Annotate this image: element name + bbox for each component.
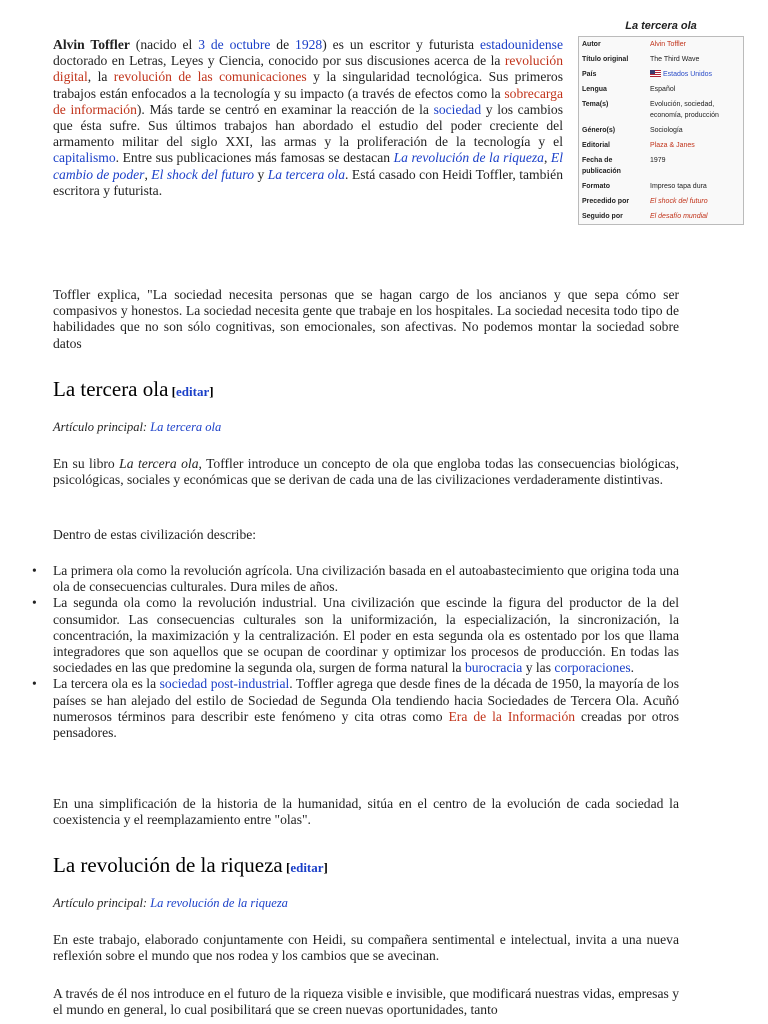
- waves-list: [53, 563, 679, 741]
- infobox-key: Formato: [582, 183, 610, 190]
- infobox-link-followed-by[interactable]: El desafío mundial: [650, 213, 708, 220]
- infobox-value: Evolución, sociedad, economía, producción: [650, 101, 719, 119]
- infobox-row: [579, 97, 744, 123]
- paragraph: En este trabajo, elaborado conjuntamente con Heidi, su compañera sentimental e intelectual, invita a una nueva reflexión sobre el mundo que nos rodea y los cambios que se avecinan.: [53, 932, 679, 964]
- infobox-row: [579, 67, 744, 82]
- infobox-row: [579, 153, 744, 179]
- link-burocracia[interactable]: burocracia: [464, 660, 523, 676]
- infobox-row: [579, 37, 744, 53]
- link-capitalismo[interactable]: capitalismo: [53, 150, 116, 166]
- link-sobrecarga-informacion[interactable]: sobrecarga de información: [53, 85, 563, 117]
- list-item: • La primera ola como la revolución agrícola. Una civilización basada en el autoabastecimiento que origina toda una ola de consecuencias culturales. Dura miles de años.: [53, 563, 679, 595]
- paragraph: Dentro de estas civilización describe:: [53, 527, 257, 542]
- infobox-link-country[interactable]: Estados Unidos: [663, 71, 713, 78]
- link-book-tercera-ola[interactable]: La tercera ola: [267, 166, 346, 182]
- infobox-row: [579, 179, 744, 194]
- main-article-note: Artículo principal: La revolución de la riqueza: [53, 896, 288, 910]
- link-book-revolucion-riqueza[interactable]: La revolución de la riqueza: [393, 150, 544, 166]
- infobox-link-author[interactable]: Alvin Toffler: [650, 41, 686, 48]
- infobox-caption: La tercera ola: [625, 20, 697, 32]
- link-revolucion-comunicaciones[interactable]: revolución de las comunicaciones: [113, 69, 307, 85]
- infobox-key: Fecha de publicación: [582, 157, 621, 175]
- infobox-row: [579, 194, 744, 209]
- link-birth-date[interactable]: 3 de octubre: [198, 37, 271, 52]
- main-article-link[interactable]: La revolución de la riqueza: [150, 896, 288, 910]
- infobox-key: Tema(s): [582, 101, 609, 108]
- infobox-row: [579, 52, 744, 67]
- infobox-key: Precedido por: [582, 198, 630, 205]
- infobox-row: [579, 209, 744, 225]
- link-book-cambio-poder[interactable]: El cambio de poder: [53, 150, 564, 182]
- infobox-value: Impreso tapa dura: [650, 183, 707, 190]
- book-infobox: [578, 16, 744, 225]
- link-sociedad-post-industrial[interactable]: sociedad post-industrial: [159, 676, 290, 692]
- link-birth-year[interactable]: 1928: [295, 37, 323, 52]
- infobox-key: Autor: [582, 41, 601, 48]
- infobox-key: Título original: [582, 56, 629, 63]
- infobox-key: Seguido por: [582, 213, 623, 220]
- edit-section-link[interactable]: editar: [176, 384, 210, 399]
- infobox-table: [578, 36, 744, 225]
- link-nationality[interactable]: estadounidense: [479, 37, 563, 52]
- link-revolucion-digital[interactable]: revolución digital: [53, 53, 563, 85]
- us-flag-icon: [650, 70, 661, 77]
- infobox-row: [579, 82, 744, 97]
- infobox-key: Género(s): [582, 127, 616, 134]
- main-article-link[interactable]: La tercera ola: [150, 420, 222, 434]
- paragraph: A través de él nos introduce en el futuro de la riqueza visible e invisible, que modificará nuestras vidas, empresas y el mundo en general, lo cual posibilitará que se creen nuevas oportunidades, tanto: [53, 986, 679, 1018]
- subject-name: Alvin Toffler: [53, 37, 130, 52]
- list-item: • La segunda ola como la revolución industrial. Una civilización que escinde la figura del productor de la del consumidor. Las consecuencias culturales son la uniformización, la especialización, la sincronización, la concentración, la maximización y la centralización. El poder en esta segunda ola es ostentado por los que llama integradores que son aquellos que se ocupan de coordinar y optimizar los procesos de producción. En todas las sociedades en las que predomine la segunda ola, surgen de forma natural la burocracia y las corporaciones.: [53, 595, 679, 676]
- infobox-value: The Third Wave: [650, 56, 700, 63]
- infobox-key: Lengua: [582, 86, 607, 93]
- infobox-value: 1979: [650, 157, 666, 164]
- infobox-row: [579, 138, 744, 153]
- paragraph: En su libro La tercera ola, Toffler introduce un concepto de ola que engloba todas las consecuencias biológicas, psicológicas, sociales y económicas que se derivan de cada una de las civilizaciones verdaderamente distintivas.: [53, 456, 679, 488]
- infobox-link-publisher[interactable]: Plaza & Janes: [650, 142, 695, 149]
- paragraph: En una simplificación de la historia de la humanidad, sitúa en el centro de la evolución de cada sociedad la coexistencia y el reemplazamiento entre "olas".: [53, 796, 679, 828]
- section-heading-revolucion-riqueza: La revolución de la riqueza [editar]: [53, 853, 328, 877]
- section-heading-tercera-ola: La tercera ola [editar]: [53, 377, 214, 401]
- infobox-key: Editorial: [582, 142, 611, 149]
- edit-section-link[interactable]: editar: [290, 860, 324, 875]
- quote-paragraph: Toffler explica, "La sociedad necesita personas que se hagan cargo de los ancianos y que sepa cómo ser compasivos y honestos. La sociedad necesita gente que trabaje en los hospitales. La sociedad necesita todo tipo de habilidades que no son sólo cognitivas, son emocionales, son afectivas. No podemos montar la sociedad sobre datos: [53, 287, 679, 351]
- link-era-informacion[interactable]: Era de la Información: [448, 708, 576, 724]
- infobox-row: [579, 123, 744, 138]
- link-book-shock-futuro[interactable]: El shock del futuro: [151, 166, 254, 182]
- infobox-value: Español: [650, 86, 676, 93]
- intro-paragraph: Alvin Toffler (nacido el 3 de octubre de 1928) es un escritor y futurista estadounidense doctorado en Letras, Leyes y Ciencia, conocido por sus discusiones acerca de la revolución digital, la revolución de las comunicaciones y la singularidad tecnológica. Sus primeros trabajos están enfocados a la tecnología y su impacto (a través de efectos como la sobrecarga de información). Más tarde se centró en examinar la reacción de la sociedad y los cambios que ésta sufre. Sus últimos trabajos han abordado el estudio del poder creciente del armamento militar del siglo XXI, las armas y la proliferación de la tecnología y el capitalismo. Entre sus publicaciones más famosas se destacan La revolución de la riqueza, El cambio de poder, El shock del futuro y La tercera ola. Está casado con Heidi Toffler, también escritora y futurista.: [53, 37, 564, 198]
- infobox-link-preceded-by[interactable]: El shock del futuro: [650, 198, 708, 205]
- main-article-note: Artículo principal: La tercera ola: [53, 420, 222, 434]
- list-item: • La tercera ola es la sociedad post-industrial. Toffler agrega que desde fines de la década de 1950, la mayoría de los países se han alejado del estilo de Sociedad de Segunda Ola tendiendo hacia Sociedades de Tercera Ola. Acuñó numerosos términos para describir este fenómeno y cita otras como Era de la Información creadas por otros pensadores.: [53, 676, 679, 741]
- infobox-value: Sociología: [650, 127, 683, 134]
- link-corporaciones[interactable]: corporaciones: [554, 660, 631, 676]
- infobox-key: País: [582, 71, 597, 78]
- link-sociedad[interactable]: sociedad: [433, 101, 482, 117]
